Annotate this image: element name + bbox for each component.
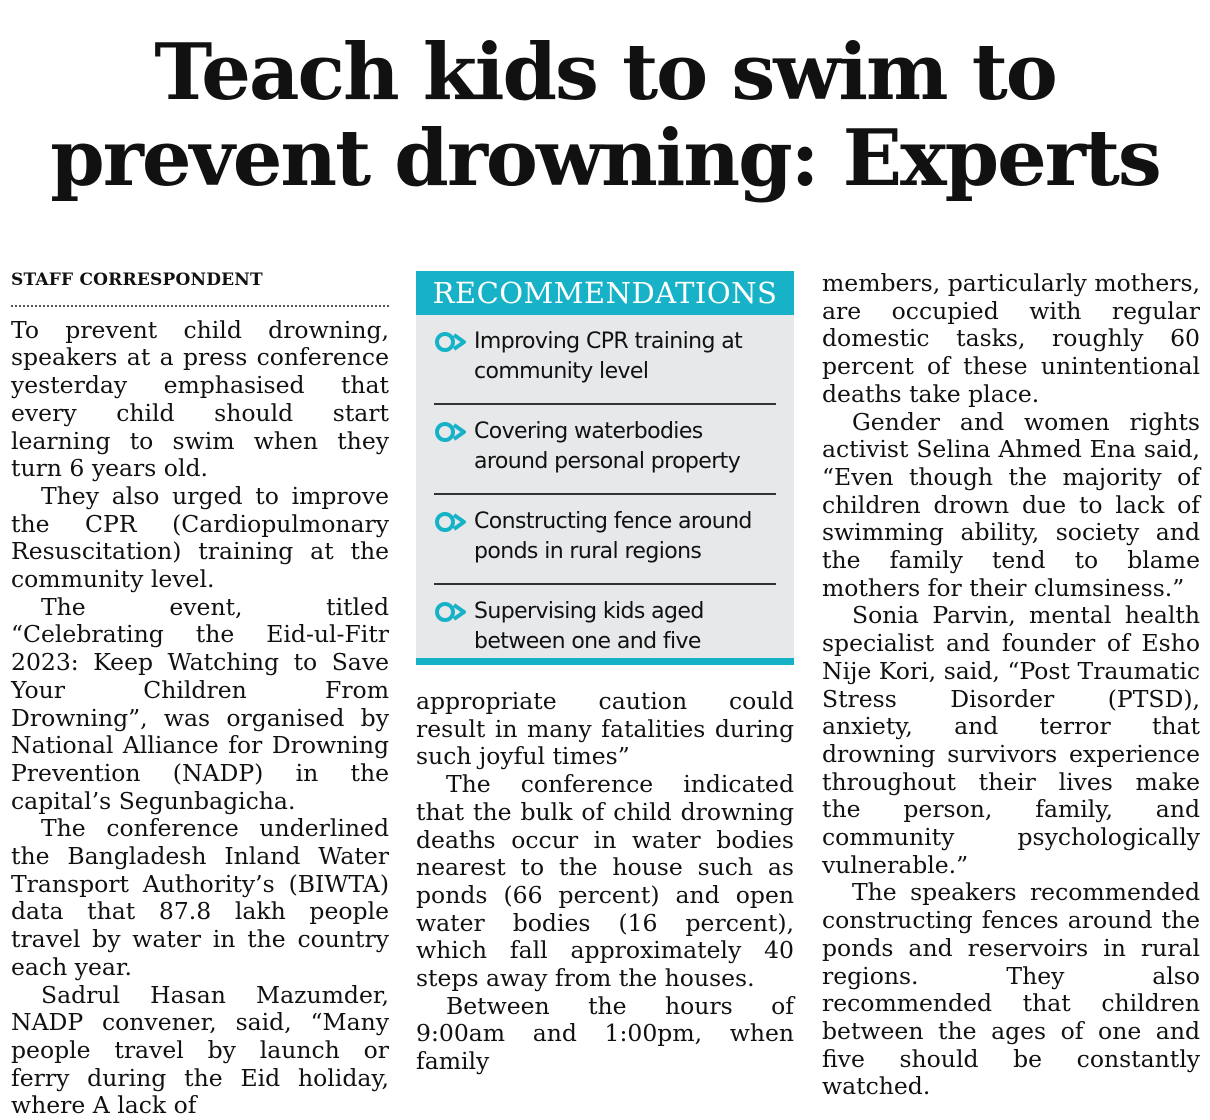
headline-line-2: prevent drowning: Experts — [50, 113, 1160, 204]
paragraph: Sadrul Hasan Mazumder, NADP convener, said, “Many people travel by launch or ferry during the Eid holiday, where A lack of — [11, 980, 389, 1120]
recommendation-item — [434, 417, 776, 495]
paragraph: Between the hours of 9:00am and 1:00pm, when family — [416, 991, 794, 1076]
recommendation-text: Covering waterbodies around personal property — [474, 419, 741, 474]
byline: STAFF CORRESPONDENT — [11, 267, 389, 307]
paragraph: Gender and women rights activist Selina Ahmed Ena said, “Even though the majority of children drown due to lack of swimming ability, society and the family tend to blame mothers for their clumsiness.” — [822, 407, 1200, 602]
paragraph: Sonia Parvin, mental health specialist and founder of Esho Nije Kori, said, “Post Traumatic Stress Disorder (PTSD), anxiety, and terror that drowning survivors experience throughout their lives make the person, family, and community psychologically vulnerable.” — [822, 601, 1200, 879]
recommendation-item — [434, 327, 776, 405]
recommendation-text: Constructing fence around ponds in rural regions — [474, 509, 752, 564]
paragraph: The conference underlined the Bangladesh Inland Water Transport Authority’s (BIWTA) data that 87.8 lakh people travel by water in the country each year. — [11, 814, 389, 981]
paragraph: They also urged to improve the CPR (Cardiopulmonary Resuscitation) training at the community level. — [11, 481, 389, 594]
article-column-1 — [11, 267, 389, 1120]
paragraph: To prevent child drowning, speakers at a press conference yesterday emphasised that every child should start learning to swim when they turn 6 years old. — [11, 315, 389, 483]
paragraph: The conference indicated that the bulk of child drowning deaths occur in water bodies nearest to the house such as ponds (66 percent) and open water bodies (16 percent), which fall approximately 40 steps away from the houses. — [416, 770, 794, 993]
article-column-2 — [416, 688, 794, 1076]
article-column-3 — [822, 270, 1200, 1101]
recommendations-list — [416, 315, 794, 673]
headline — [0, 27, 1210, 204]
recommendations-box — [416, 271, 794, 665]
recommendation-text: Improving CPR training at community level — [474, 329, 743, 384]
paragraph: The speakers recommended constructing fences around the ponds and reservoirs in rural regions. They also recommended that children between the ages of one and five should be constantly watched. — [822, 878, 1200, 1101]
bullet-arrow-icon — [434, 600, 474, 624]
bullet-arrow-icon — [434, 420, 474, 444]
bullet-arrow-icon — [434, 330, 474, 354]
headline-line-1: Teach kids to swim to — [154, 27, 1056, 118]
recommendation-text: Supervising kids aged between one and five — [474, 599, 704, 654]
paragraph: The event, titled “Celebrating the Eid-ul-Fitr 2023: Keep Watching to Save Your Children From Drowning”, was organised by National Alliance for Drowning Prevention (NADP) in the capital’s Segunbagicha. — [11, 592, 389, 815]
recommendations-title: RECOMMENDATIONS — [416, 271, 794, 315]
paragraph: members, particularly mothers, are occupied with regular domestic tasks, roughly 60 percent of these unintentional deaths take place. — [822, 269, 1200, 408]
paragraph: appropriate caution could result in many fatalities during such joyful times” — [416, 687, 794, 771]
recommendation-item — [434, 507, 776, 585]
recommendation-item — [434, 597, 776, 673]
bullet-arrow-icon — [434, 510, 474, 534]
